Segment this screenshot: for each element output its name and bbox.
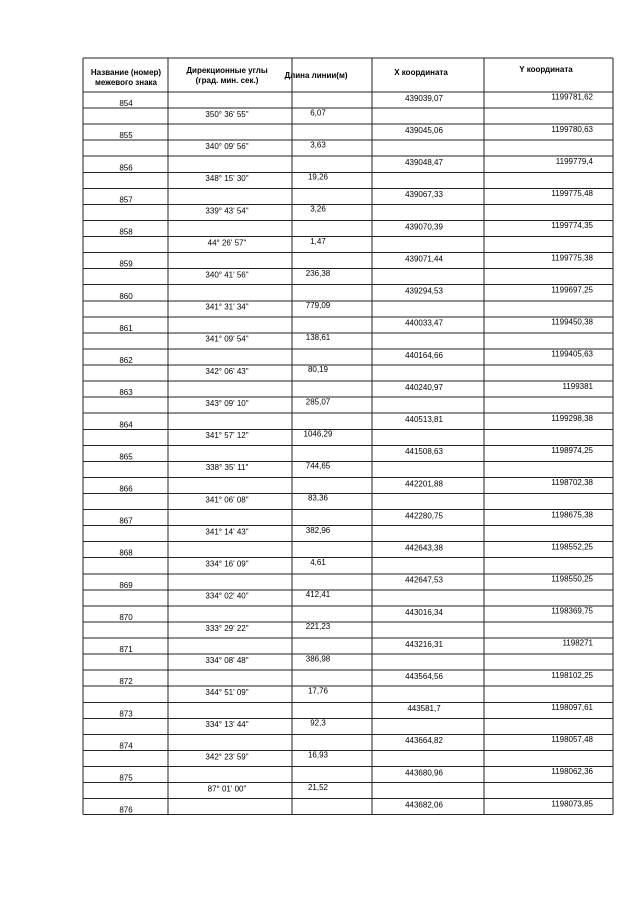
point-name: 871 (119, 645, 133, 655)
segment-angle: 341° 14' 43" (205, 527, 249, 537)
point-name: 866 (119, 484, 133, 494)
segment-length: 779,09 (305, 301, 331, 311)
segment-angle: 340° 41' 56" (205, 270, 249, 280)
point-x-coordinate: 442647,53 (405, 575, 443, 585)
point-name: 862 (119, 356, 133, 366)
point-x-coordinate: 440033,47 (405, 318, 443, 328)
point-y-coordinate: 1199781,62 (551, 92, 593, 102)
segment-length: 17,76 (307, 686, 329, 696)
point-x-coordinate: 443581,7 (407, 704, 441, 714)
segment-length: 285,07 (305, 397, 331, 407)
segment-angle: 334° 16' 09" (205, 559, 249, 569)
point-name: 861 (119, 323, 133, 333)
point-name: 860 (119, 291, 133, 301)
point-x-coordinate: 439294,53 (405, 286, 443, 296)
point-y-coordinate: 1199381 (562, 381, 593, 391)
point-x-coordinate: 443016,34 (405, 607, 443, 617)
segment-length: 386,98 (305, 654, 331, 664)
point-y-coordinate: 1198702,38 (551, 478, 593, 488)
segment-angle: 334° 02' 40" (205, 591, 249, 601)
point-name: 863 (119, 388, 133, 398)
table-body (119, 93, 593, 815)
segment-angle: 333° 29' 22" (205, 623, 249, 633)
point-name: 874 (119, 741, 133, 751)
point-y-coordinate: 1198552,25 (551, 542, 593, 552)
segment-angle: 338° 35' 11" (205, 463, 249, 473)
point-x-coordinate: 439067,33 (405, 190, 443, 200)
point-name: 857 (119, 195, 133, 205)
segment-angle: 340° 09' 56" (205, 142, 249, 152)
header-angle-line1: Дирекционные углы (186, 66, 268, 75)
segment-length: 412,41 (305, 590, 331, 600)
segment-length: 21,52 (307, 782, 329, 792)
table-grid (83, 58, 613, 815)
point-name: 868 (119, 548, 133, 558)
point-y-coordinate: 1198369,75 (551, 606, 593, 616)
point-name: 869 (119, 580, 133, 590)
segment-length: 16,93 (307, 750, 329, 760)
point-name: 864 (119, 420, 133, 430)
point-x-coordinate: 442280,75 (405, 511, 443, 521)
point-x-coordinate: 439039,07 (405, 93, 443, 103)
segment-angle: 334° 08' 48" (205, 655, 249, 665)
segment-length: 138,61 (305, 333, 331, 343)
point-x-coordinate: 443664,82 (405, 736, 443, 746)
segment-length: 1,47 (310, 236, 326, 246)
segment-length: 80,19 (307, 365, 329, 375)
header-x-coordinate: X координата (394, 68, 448, 77)
header-name-line1: Название (номер) (90, 68, 162, 77)
header-name-line2: межевого знака (94, 78, 158, 87)
segment-length: 3,26 (310, 204, 326, 214)
segment-length: 92,3 (310, 718, 326, 728)
point-name: 867 (119, 516, 133, 526)
point-x-coordinate: 440164,66 (405, 350, 443, 360)
segment-length: 382,96 (305, 525, 331, 535)
segment-angle: 343° 09' 10" (205, 398, 249, 408)
segment-length: 1046,29 (303, 429, 333, 439)
point-y-coordinate: 1198550,25 (551, 574, 593, 584)
point-y-coordinate: 1198102,25 (551, 670, 593, 680)
point-name: 876 (119, 805, 133, 815)
point-y-coordinate: 1198062,36 (551, 767, 593, 777)
point-y-coordinate: 1199779,4 (555, 156, 593, 166)
point-y-coordinate: 1199775,38 (551, 253, 593, 263)
point-x-coordinate: 440240,97 (405, 382, 443, 392)
point-name: 875 (119, 773, 133, 783)
point-x-coordinate: 442201,88 (405, 479, 443, 489)
segment-length: 83,36 (307, 493, 329, 503)
point-y-coordinate: 1199775,48 (551, 189, 593, 199)
segment-angle: 44° 26' 57" (207, 238, 247, 248)
point-x-coordinate: 443564,56 (405, 671, 443, 681)
point-y-coordinate: 1198675,38 (551, 510, 593, 520)
segment-angle: 344° 51' 09" (205, 688, 249, 698)
segment-angle: 341° 06' 08" (205, 495, 249, 505)
point-y-coordinate: 1199298,38 (551, 413, 593, 423)
segment-angle: 87° 01' 00" (207, 784, 247, 794)
segment-angle: 348° 15' 30" (205, 174, 249, 184)
table-header (91, 65, 573, 87)
segment-length: 6,07 (310, 108, 326, 118)
segment-angle: 334° 13' 44" (205, 720, 249, 730)
segment-length: 221,23 (305, 622, 331, 632)
point-name: 870 (119, 612, 133, 622)
point-name: 855 (119, 131, 133, 141)
segment-angle: 342° 06' 43" (205, 366, 249, 376)
point-x-coordinate: 439048,47 (405, 158, 443, 168)
segment-angle: 341° 09' 54" (205, 334, 249, 344)
point-name: 873 (119, 709, 133, 719)
point-name: 859 (119, 259, 133, 269)
segment-length: 3,63 (310, 140, 326, 150)
point-x-coordinate: 439045,06 (405, 125, 443, 135)
point-name: 856 (119, 163, 133, 173)
point-x-coordinate: 443680,96 (405, 768, 443, 778)
point-y-coordinate: 1199774,35 (551, 221, 593, 231)
point-x-coordinate: 439070,39 (405, 222, 443, 232)
point-y-coordinate: 1199697,25 (551, 285, 593, 295)
segment-length: 236,38 (305, 268, 331, 278)
point-x-coordinate: 441508,63 (405, 447, 443, 457)
segment-angle: 341° 31' 34" (205, 302, 249, 312)
point-name: 872 (119, 677, 133, 687)
header-length: Длина линии(м) (284, 71, 348, 80)
segment-length: 744,65 (305, 461, 331, 471)
point-x-coordinate: 439071,44 (405, 254, 443, 264)
point-y-coordinate: 1199405,63 (551, 349, 593, 359)
point-name: 854 (119, 99, 133, 109)
point-x-coordinate: 442643,38 (405, 543, 443, 553)
segment-angle: 342° 23' 59" (205, 752, 249, 762)
segment-angle: 341° 57' 12" (205, 431, 249, 441)
segment-length: 19,26 (307, 172, 329, 182)
segment-length: 4,61 (310, 557, 326, 567)
point-y-coordinate: 1199450,38 (551, 317, 593, 327)
point-y-coordinate: 1198057,48 (551, 735, 593, 745)
header-y-coordinate: Y координата (519, 65, 573, 74)
point-name: 858 (119, 227, 133, 237)
segment-angle: 350° 36' 55" (205, 109, 249, 119)
point-y-coordinate: 1198073,85 (551, 799, 593, 809)
point-y-coordinate: 1199780,63 (551, 124, 593, 134)
header-angle-line2: (град. мин. сек.) (195, 76, 259, 85)
segment-angle: 339° 43' 54" (205, 206, 249, 216)
point-name: 865 (119, 452, 133, 462)
point-y-coordinate: 1198974,25 (551, 446, 593, 456)
point-x-coordinate: 440513,81 (405, 415, 443, 425)
point-x-coordinate: 443216,31 (405, 639, 443, 649)
point-x-coordinate: 443682,06 (405, 800, 443, 810)
point-y-coordinate: 1198097,61 (551, 702, 593, 712)
point-y-coordinate: 1198271 (562, 638, 593, 648)
